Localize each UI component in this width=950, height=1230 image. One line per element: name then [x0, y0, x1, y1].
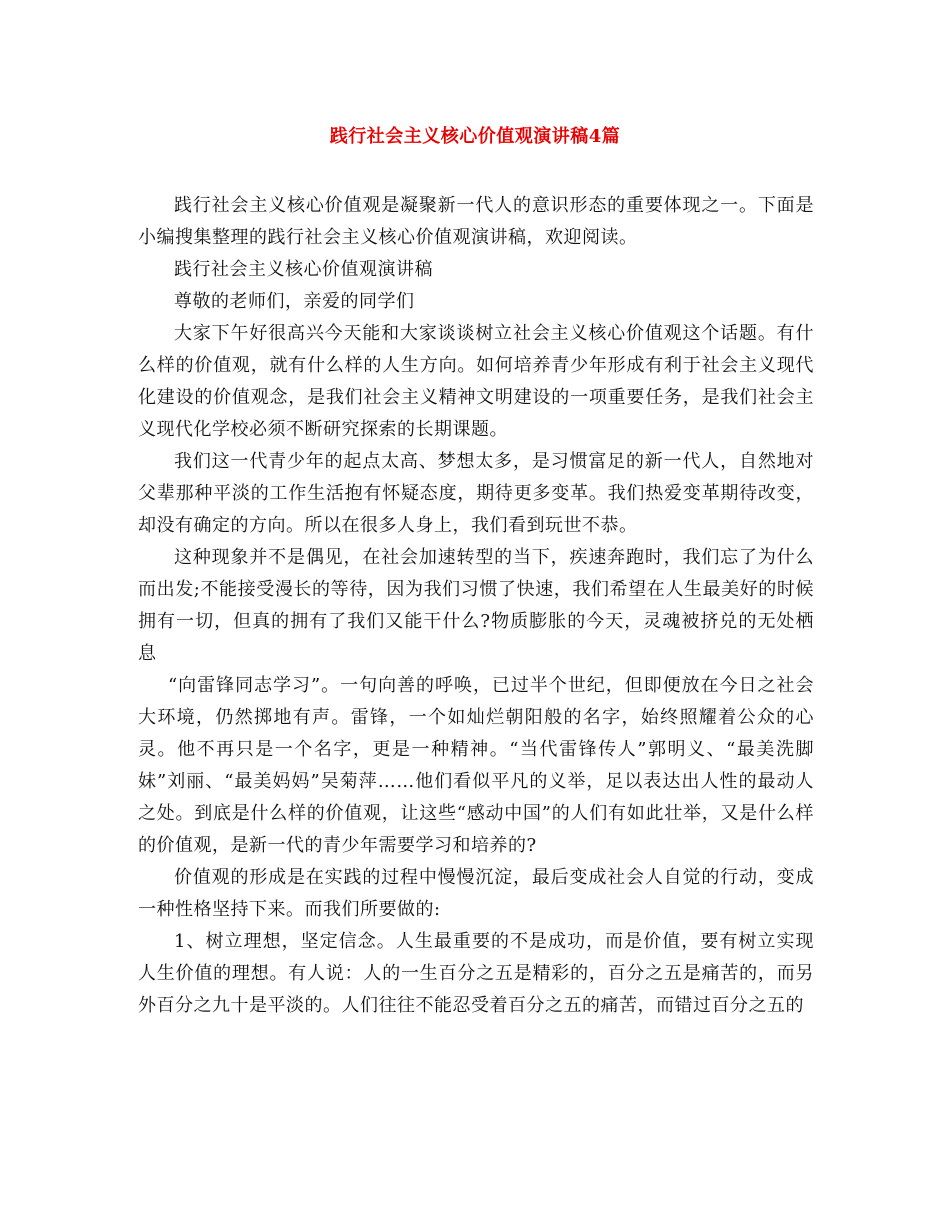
- paragraph-greeting: 尊敬的老师们，亲爱的同学们: [174, 291, 415, 312]
- paragraph-body: “向雷锋同志学习”。一句向善的呼唤，已过半个世纪，但即便放在今日之社会大环境，仍然掷地有声。雷锋，一个如灿烂朝阳般的名字，始终照耀着公众的心灵。他不再只是一个名字，更是一种精神。“当代雷锋传人”郭明义、“最美洗脚妹”刘丽、“最美妈妈”吴菊萍……他们看似平凡的义举，足以表达出人性的最动人之处。到底是什么样的价值观，让这些“感动中国”的人们有如此壮举，又是什么样的价值观，是新一代的青少年需要学习和培养的?: [138, 675, 814, 856]
- paragraph-body: 大家下午好很高兴今天能和大家谈谈树立社会主义核心价值观这个话题。有什么样的价值观，就有什么样的人生方向。如何培养青少年形成有利于社会主义现代化建设的价值观念，是我们社会主义精神文明建设的一项重要任务，是我们社会主义现代化学校必须不断研究探索的长期课题。: [138, 323, 814, 440]
- paragraph-body: 1、树立理想，坚定信念。人生最重要的不是成功，而是价值，要有树立实现人生价值的理想。有人说：人的一生百分之五是精彩的，百分之五是痛苦的，而另外百分之九十是平淡的。人们往往不能忍受着百分之五的痛苦，而错过百分之五的: [138, 931, 814, 1016]
- paragraph-body: 我们这一代青少年的起点太高、梦想太多，是习惯富足的新一代人，自然地对父辈那种平淡的工作生活抱有怀疑态度，期待更多变革。我们热爱变革期待改变，却没有确定的方向。所以在很多人身上，我们看到玩世不恭。: [138, 451, 814, 536]
- document-body: [138, 190, 814, 1022]
- paragraph-body: 这种现象并不是偶见，在社会加速转型的当下，疾速奔跑时，我们忘了为什么而出发;不能接受漫长的等待，因为我们习惯了快速，我们希望在人生最美好的时候拥有一切，但真的拥有了我们又能干什么?物质膨胀的今天，灵魂被挤兑的无处栖息: [138, 547, 814, 664]
- paragraph-heading: 践行社会主义核心价值观演讲稿: [174, 259, 433, 280]
- paragraph-body: 价值观的形成是在实践的过程中慢慢沉淀，最后变成社会人自觉的行动，变成一种性格坚持下来。而我们所要做的:: [138, 867, 814, 920]
- document-title: 践行社会主义核心价值观演讲稿4篇: [329, 126, 621, 147]
- paragraph-intro: 践行社会主义核心价值观是凝聚新一代人的意识形态的重要体现之一。下面是小编搜集整理的践行社会主义核心价值观演讲稿，欢迎阅读。: [138, 195, 814, 248]
